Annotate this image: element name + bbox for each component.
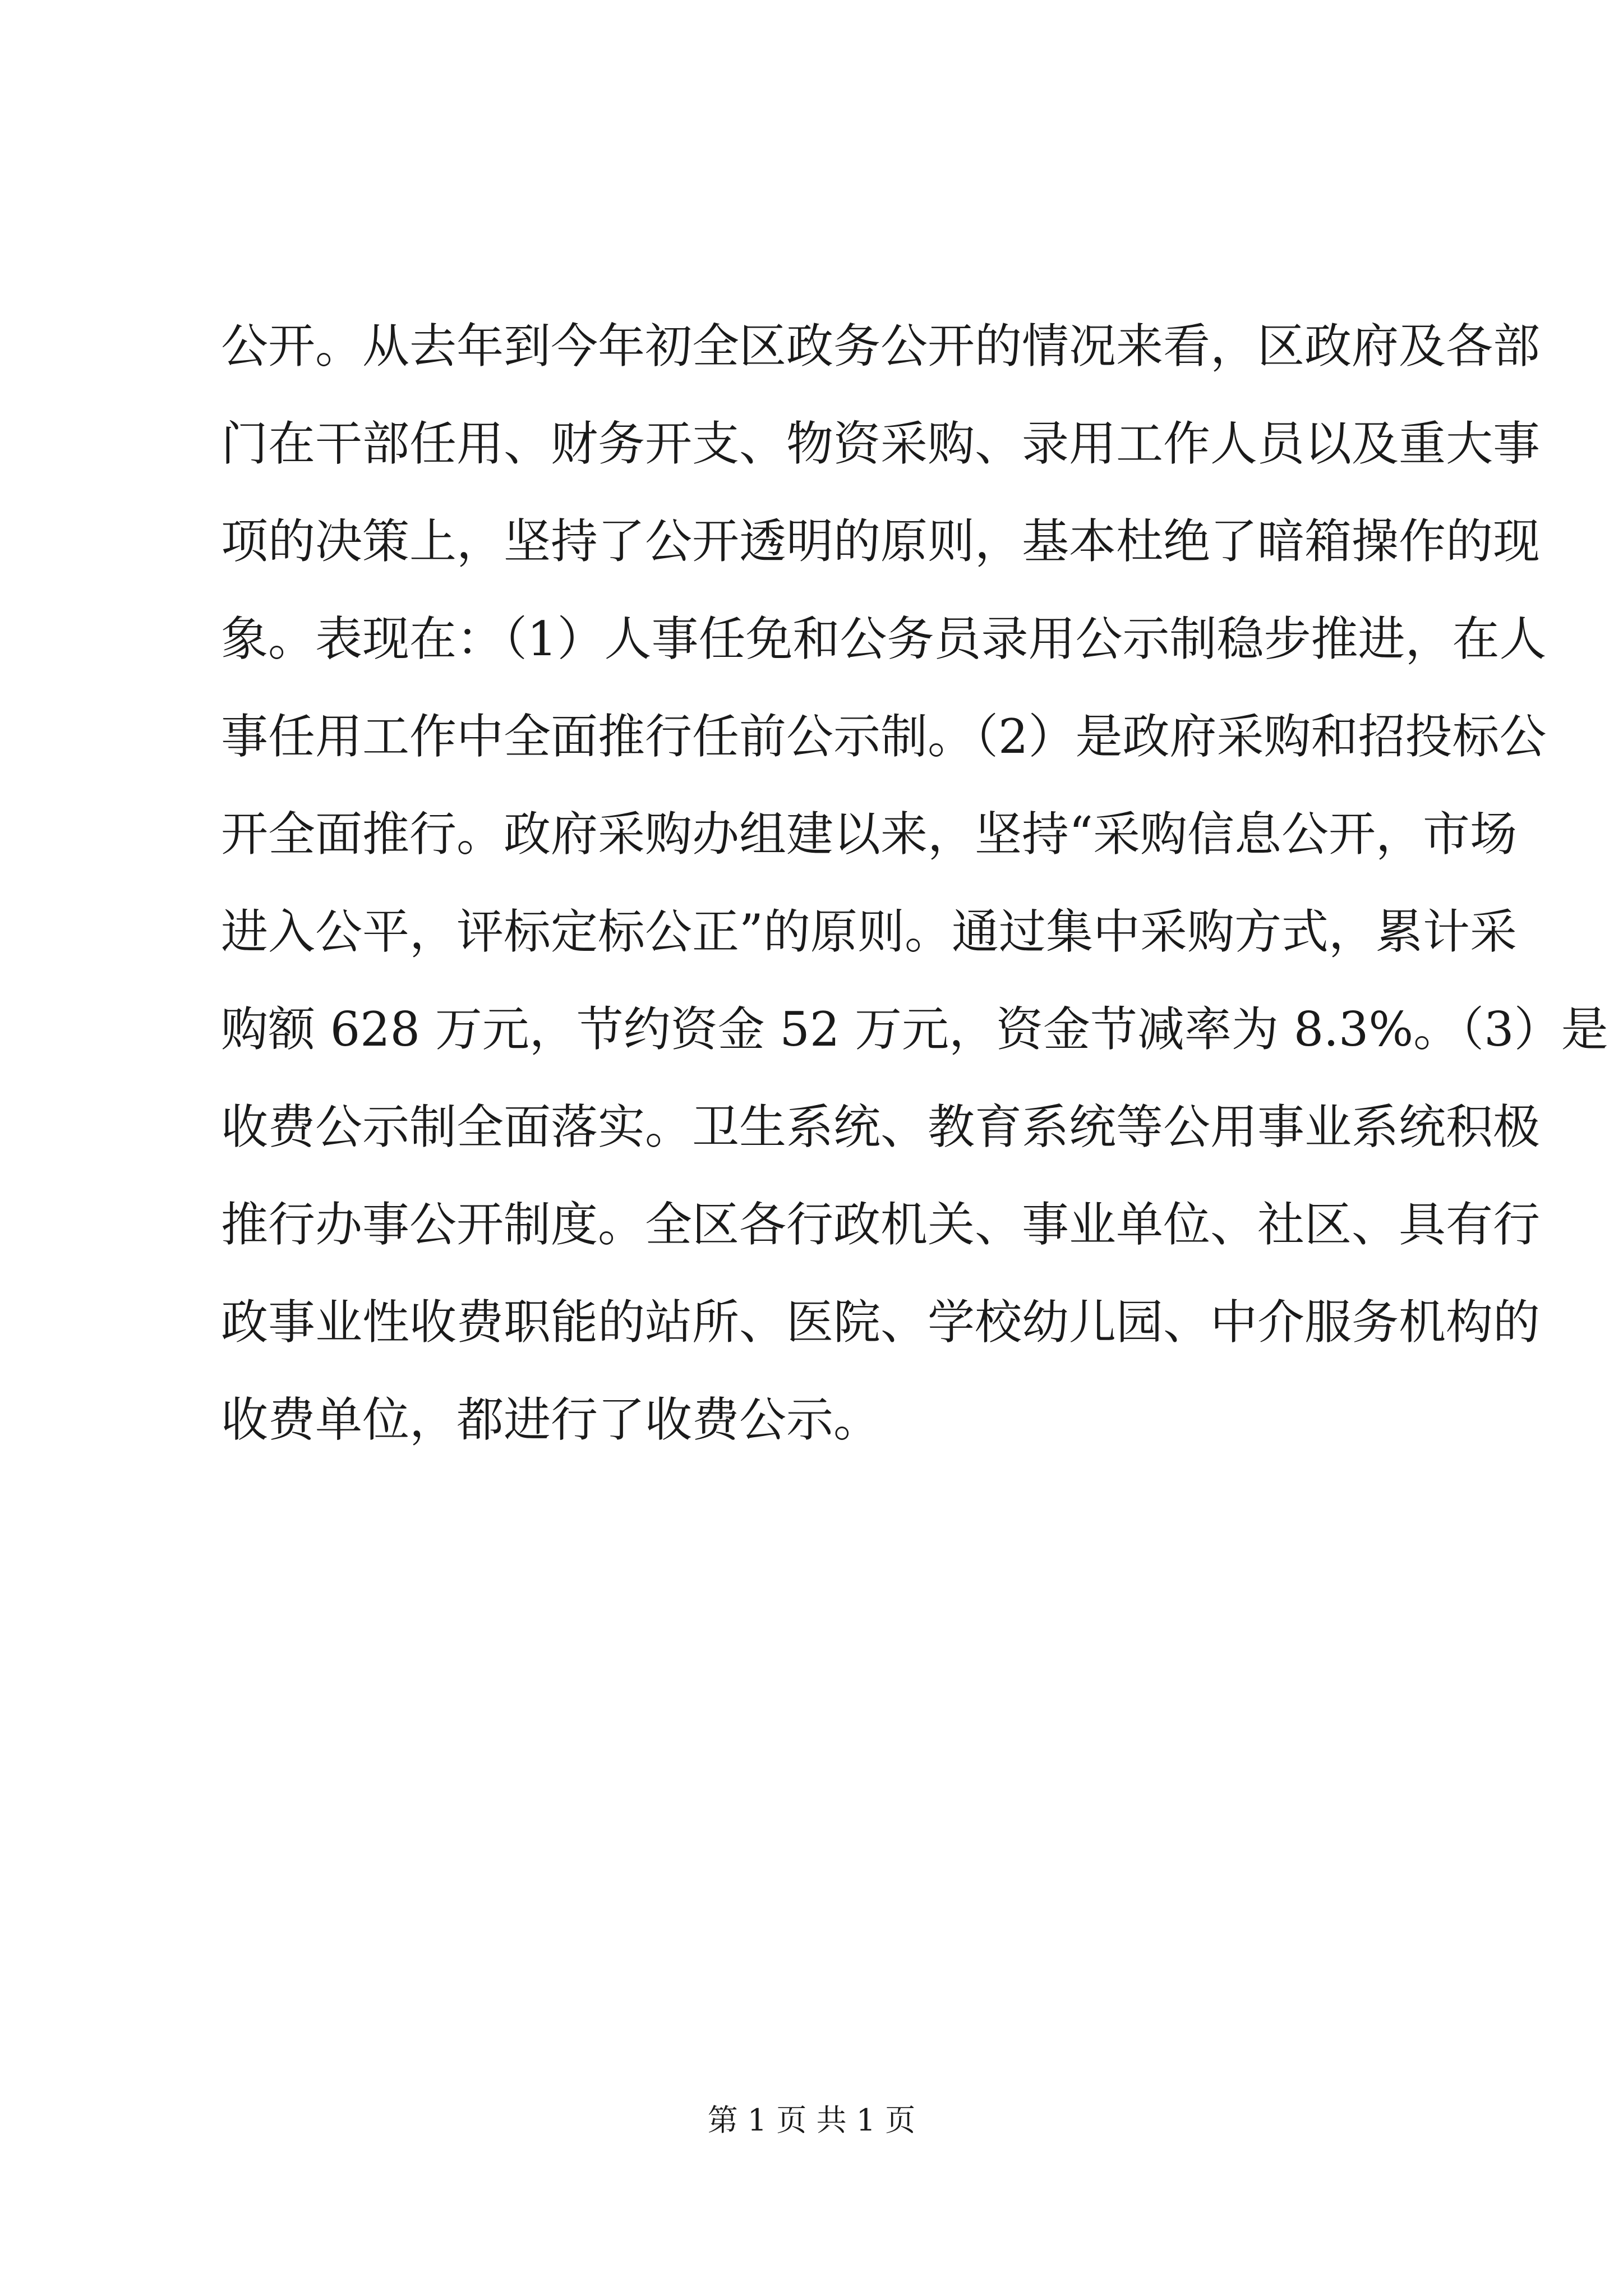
text-line: 事任用工作中全面推行任前公示制。（2）是政府采购和招投标公 xyxy=(221,709,1547,764)
text-line: 购额 628 万元，节约资金 52 万元，资金节减率为 8.3%。（3）是 xyxy=(221,1002,1608,1057)
text-line: 收费公示制全面落实。卫生系统、教育系统等公用事业系统积极 xyxy=(221,1099,1541,1154)
text-line: 门在干部任用、财务开支、物资采购、录用工作人员以及重大事 xyxy=(221,416,1541,471)
body-text xyxy=(221,297,1608,1469)
text-line: 推行办事公开制度。全区各行政机关、事业单位、社区、具有行 xyxy=(221,1197,1541,1252)
page-footer xyxy=(0,2101,1623,2140)
text-line: 开全面推行。政府采购办组建以来，坚持“采购信息公开，市场 xyxy=(221,807,1517,862)
text-line: 公开。从去年到今年初全区政务公开的情况来看，区政府及各部 xyxy=(221,319,1541,374)
text-line: 项的决策上，坚持了公开透明的原则，基本杜绝了暗箱操作的现 xyxy=(221,514,1541,569)
text-line: 进入公平，评标定标公正”的原则。通过集中采购方式，累计采 xyxy=(221,904,1517,959)
text-line: 收费单位，都进行了收费公示。 xyxy=(221,1392,881,1447)
text-line: 象。表现在：（1）人事任免和公务员录用公示制稳步推进，在人 xyxy=(221,611,1547,666)
text-line: 政事业性收费职能的站所、医院、学校幼儿园、中介服务机构的 xyxy=(221,1295,1541,1350)
page-number: 第 1 页 共 1 页 xyxy=(707,2102,916,2138)
